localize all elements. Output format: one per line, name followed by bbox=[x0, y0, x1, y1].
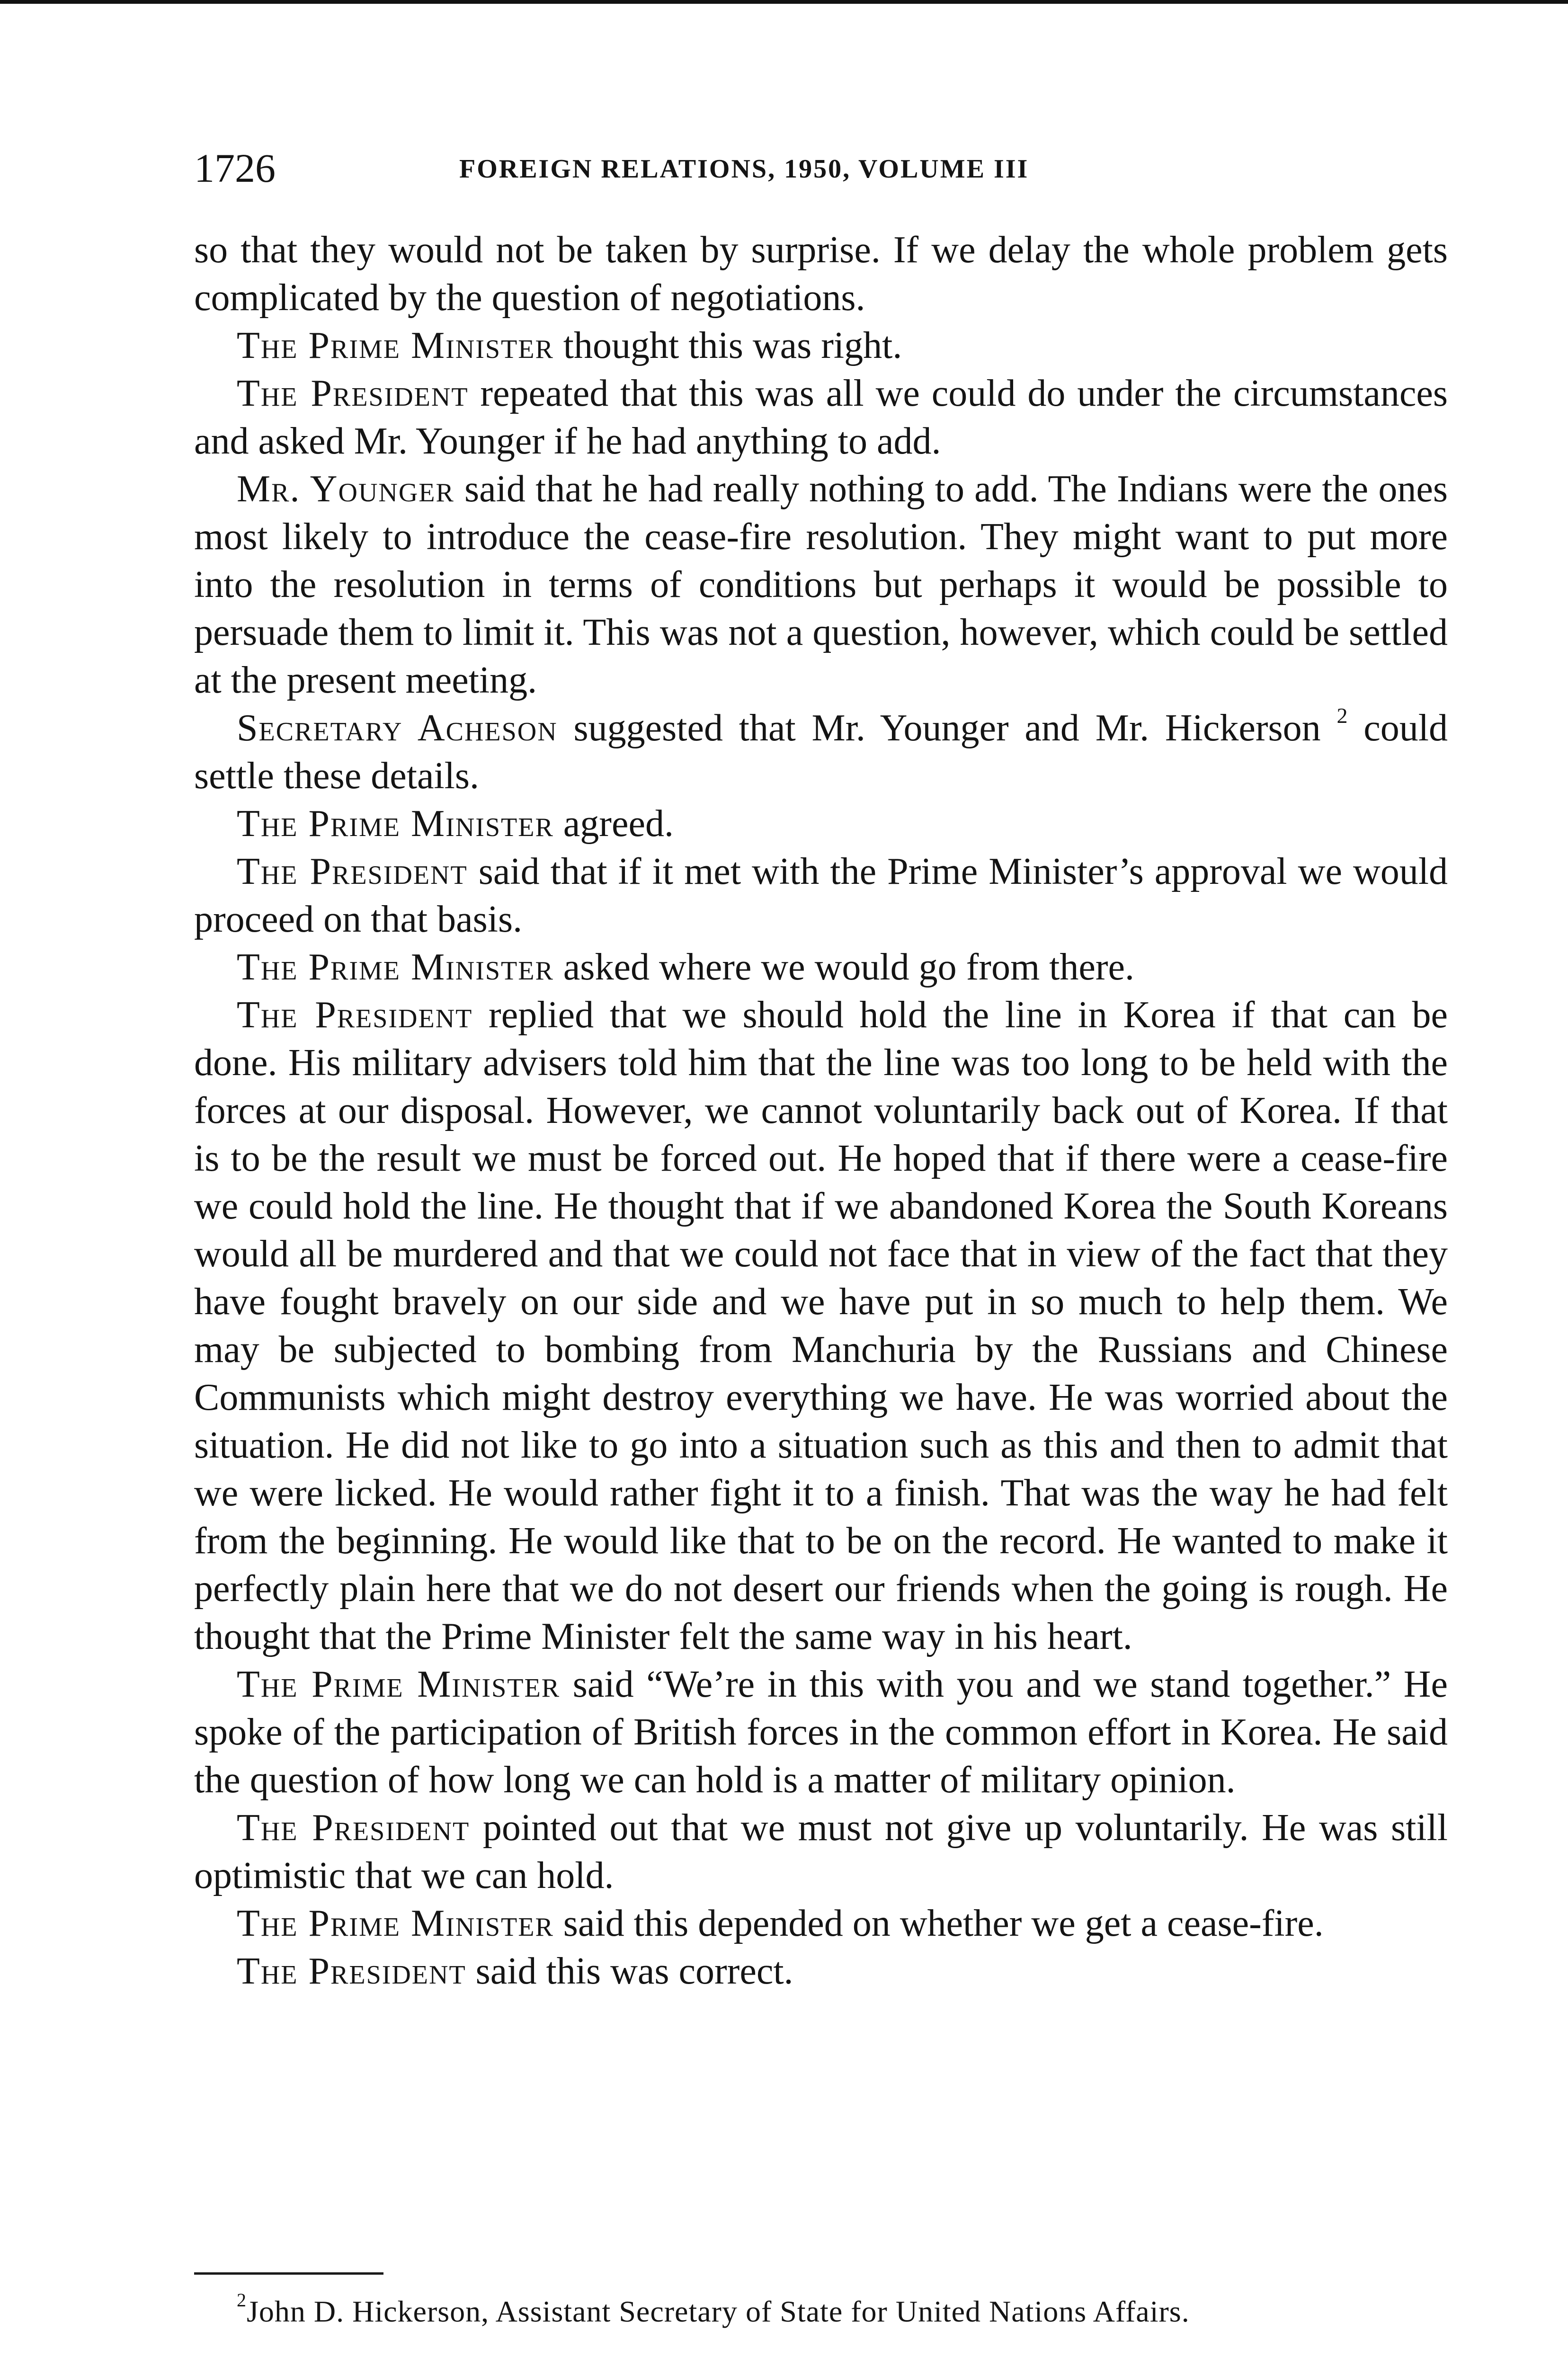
speaker-name: The Prime Minister bbox=[237, 803, 554, 845]
paragraph-text: so that they would not be taken by surprise. If we delay the whole problem gets complicated by the question of negotiations. bbox=[194, 229, 1448, 319]
paragraph-text: could settle these details. bbox=[194, 707, 1448, 797]
page-number: 1726 bbox=[194, 145, 276, 191]
paragraph bbox=[194, 1661, 1448, 1804]
paragraph bbox=[194, 848, 1448, 943]
speaker-name: The President bbox=[237, 994, 473, 1036]
footnote-reference: 2 bbox=[1336, 703, 1348, 728]
body-text bbox=[194, 226, 1448, 1995]
paragraph-text: said that if it met with the Prime Minister’s approval we would proceed on that basis. bbox=[194, 851, 1448, 940]
speaker-name: The Prime Minister bbox=[237, 325, 554, 366]
paragraph-text: thought this was right. bbox=[553, 325, 902, 366]
paragraph bbox=[194, 322, 1448, 370]
running-title: FOREIGN RELATIONS, 1950, VOLUME III bbox=[459, 154, 1029, 184]
paragraph-text: repeated that this was all we could do under the circumstances and asked Mr. Younger if he had anything to add. bbox=[194, 373, 1448, 462]
footnote-divider bbox=[194, 2272, 383, 2275]
paragraph bbox=[194, 370, 1448, 465]
paragraph-text: pointed out that we must not give up voluntarily. He was still optimistic that we can hold. bbox=[194, 1807, 1448, 1896]
paragraph bbox=[194, 465, 1448, 704]
footnote-marker: 2 bbox=[237, 2289, 247, 2311]
paragraph-text: agreed. bbox=[553, 803, 674, 845]
paragraph-text: said this was correct. bbox=[466, 1950, 793, 1992]
paragraph bbox=[194, 1948, 1448, 1995]
paragraph bbox=[194, 226, 1448, 322]
paragraph bbox=[194, 704, 1448, 800]
speaker-name: The Prime Minister bbox=[237, 1664, 561, 1705]
paragraph-text: asked where we would go from there. bbox=[553, 946, 1135, 988]
paragraph-text: said this depended on whether we get a cease-fire. bbox=[553, 1903, 1324, 1944]
speaker-name: Secretary Acheson bbox=[237, 707, 558, 749]
speaker-name: The President bbox=[237, 1807, 470, 1849]
paragraph-text: replied that we should hold the line in Korea if that can be done. His military advisers told him that the line was too long to be held with the forces at our disposal. However, we cannot voluntarily back out of Korea. If that is to be the result we must be forced out. He hoped that if there were a cease-fire we could hold the line. He thought that if we abandoned Korea the South Koreans would all be murdered and that we could not face that in view of the fact that they have fought bravely on our side and we have put in so much to help them. We may be subjected to bombing from Manchuria by the Russians and Chinese Communists which might destroy everything we have. He was worried about the situation. He did not like to go into a situation such as this and then to admit that we were licked. He would rather fight it to a finish. That was the way he had felt from the beginning. He would like that to be on the record. He wanted to make it perfectly plain here that we do not desert our friends when the going is rough. He thought that the Prime Minister felt the same way in his heart. bbox=[194, 994, 1448, 1657]
paragraph bbox=[194, 1804, 1448, 1900]
footnote bbox=[194, 2290, 1448, 2333]
top-border-rule bbox=[0, 0, 1568, 4]
paragraph-text: suggested that Mr. Younger and Mr. Hickerson bbox=[557, 707, 1321, 749]
speaker-name: Mr. Younger bbox=[237, 468, 454, 510]
footnote-text: John D. Hickerson, Assistant Secretary of State for United Nations Affairs. bbox=[247, 2295, 1190, 2328]
speaker-name: The President bbox=[237, 851, 468, 892]
page-header bbox=[194, 140, 1449, 196]
speaker-name: The President bbox=[237, 373, 469, 414]
speaker-name: The President bbox=[237, 1950, 466, 1992]
paragraph-text: said “We’re in this with you and we stand together.” He spoke of the participation of British forces in the common effort in Korea. He said the question of how long we can hold is a matter of military opinion. bbox=[194, 1664, 1448, 1801]
paragraph bbox=[194, 800, 1448, 848]
paragraph bbox=[194, 991, 1448, 1661]
speaker-name: The Prime Minister bbox=[237, 946, 554, 988]
paragraph bbox=[194, 1900, 1448, 1948]
paragraph bbox=[194, 943, 1448, 991]
paragraph-text: said that he had really nothing to add. The Indians were the ones most likely to introduce the cease-fire resolution. They might want to put more into the resolution in terms of conditions but perhaps it would be possible to persuade them to limit it. This was not a question, however, which could be settled at the present meeting. bbox=[194, 468, 1448, 701]
speaker-name: The Prime Minister bbox=[237, 1903, 554, 1944]
